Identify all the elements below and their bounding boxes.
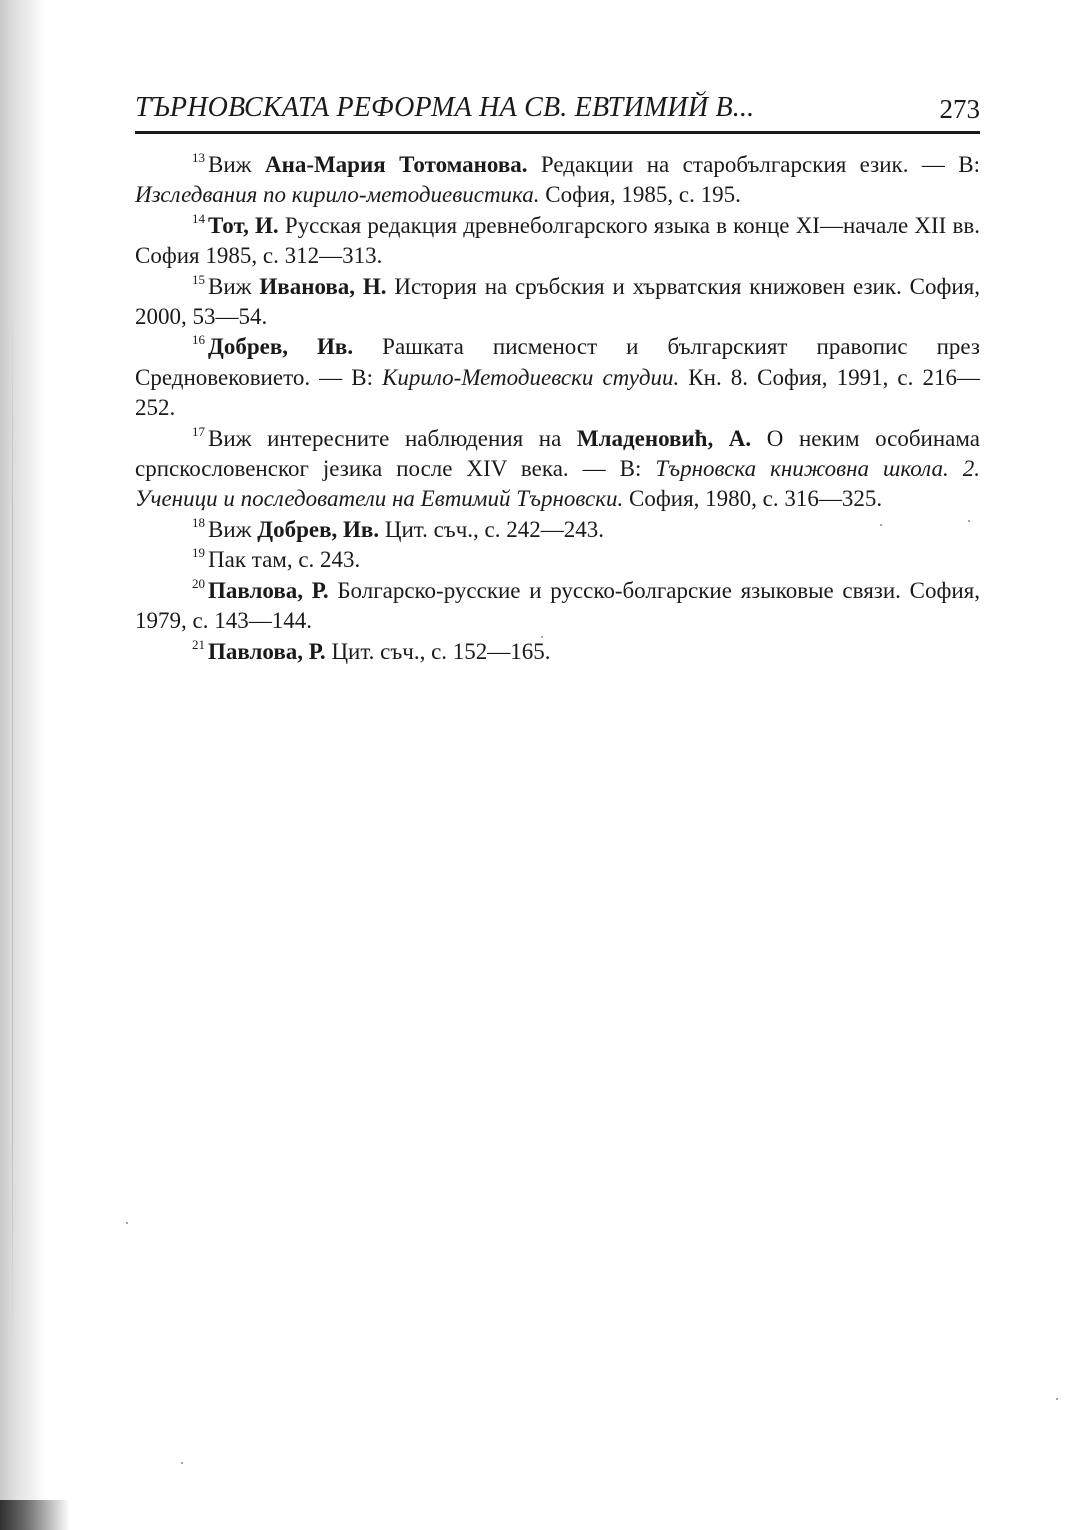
footnote-author: Добрев, Ив. [208,334,354,360]
scan-speck [968,520,970,522]
footnote-text: София, 1985, с. 195. [539,182,741,208]
footnote-number: 21 [192,636,205,652]
footnote-author: Добрев, Ив. [257,516,380,542]
footnote-author: Павлова, Р. [208,638,326,664]
running-title: ТЪРНОВСКАТА РЕФОРМА НА СВ. ЕВТИМИЙ В... [135,92,755,123]
page-bottom-shadow [0,1500,70,1530]
footnote-prefix: Виж интересните наблюдения на [208,425,577,451]
header-rule [135,131,980,134]
footnote-number: 17 [192,423,205,439]
footnote-prefix: Виж [208,516,258,542]
footnote-text: О неким особинама српскословенског језика после XIV века. — В: [135,425,980,482]
footnote-18 [135,515,980,545]
footnote-number: 20 [192,575,205,591]
footnote-text: История на сръбския и хърватския книжовен език. София, 2000, 53—54. [135,273,980,330]
footnote-21 [135,637,980,667]
footnote-13 [135,150,980,211]
footnote-author: Павлова, Р. [208,577,329,603]
footnote-14 [135,211,980,272]
page-gutter-line [12,300,13,1350]
scan-speck [126,1222,128,1224]
scan-speck [181,1462,183,1464]
scan-speck [541,636,543,638]
footnote-text: Болгарско-русские и русско-болгарские языковые связи. София, 1979, с. 143—144. [135,577,980,634]
footnote-20 [135,576,980,637]
footnote-title: Търновска книжовна школа. 2. Ученици и последователи на Евтимий Търновски. [135,456,980,512]
page-number: 273 [939,94,980,124]
footnote-author: Иванова, Н. [259,273,387,299]
footnote-16 [135,332,980,423]
footnote-15 [135,272,980,333]
footnote-number: 16 [192,332,205,348]
footnote-author: Младеновић, А. [576,425,752,451]
footnote-text: Рашката писменост и българският правопис през Средновековието. — В: [135,334,980,390]
page-gutter-shadow [0,0,46,1530]
footnote-title: Кирило-Методиевски студии. [382,364,680,390]
footnote-prefix: Виж [208,152,265,177]
footnotes [135,150,980,667]
footnote-17 [135,424,980,515]
footnote-title: Изследвания по кирило-методиевистика. [135,182,540,208]
footnote-19 [135,545,980,575]
scan-speck [1056,1398,1058,1400]
footnote-text: Цит. съч., с. 242—243. [379,516,604,542]
page-header [135,92,980,128]
footnote-text: Цит. съч., с. 152—165. [325,638,551,664]
footnote-prefix: Виж [208,273,260,299]
footnote-number: 15 [192,271,205,287]
footnote-number: 13 [192,150,205,165]
footnote-text: Редакции на старобългарския език. — В: [527,152,981,177]
footnote-number: 14 [192,210,205,226]
footnote-text: Пак там, с. 243. [208,547,361,573]
footnote-text: Русская редакция древнеболгарского языка в конце XI—начале XII вв. София 1985, с. 312—313. [135,212,980,269]
scan-speck [880,524,882,526]
footnote-text: София, 1980, с. 316—325. [623,486,883,512]
footnote-number: 18 [192,514,205,530]
footnote-author: Тот, И. [208,212,279,238]
footnote-author: Ана-Мария Тотоманова. [264,152,528,177]
footnote-number: 19 [192,545,205,561]
footnote-text: Кн. 8. София, 1991, с. 216—252. [135,364,980,421]
